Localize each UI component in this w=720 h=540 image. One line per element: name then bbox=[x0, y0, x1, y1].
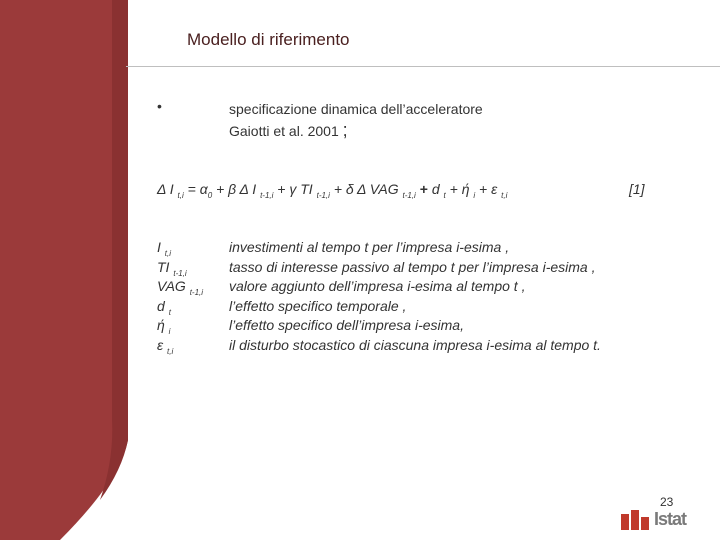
symbol-subscript: i bbox=[168, 327, 171, 337]
eq-subscript: t-1,i bbox=[402, 190, 416, 200]
model-equation bbox=[157, 181, 507, 200]
equation-number: [1] bbox=[629, 181, 645, 197]
eq-subscript: 0 bbox=[207, 190, 213, 200]
spec-citation: Gaiotti et al. 2001 bbox=[229, 123, 339, 139]
spec-semicolon: ; bbox=[342, 120, 348, 140]
symbol-text: VAG bbox=[157, 278, 190, 295]
eq-part: Δ I bbox=[157, 181, 178, 197]
eq-subscript: t bbox=[443, 190, 446, 200]
decorative-red-band bbox=[0, 0, 128, 540]
eq-part: + δ Δ VAG bbox=[329, 181, 403, 197]
eq-subscript: t,i bbox=[501, 190, 508, 200]
eq-part: = α bbox=[183, 181, 208, 197]
symbol-text: ε bbox=[157, 336, 168, 353]
symbol-subscript: t-1,i bbox=[189, 287, 204, 297]
symbol-text: ή bbox=[157, 317, 169, 334]
definition-description: il disturbo stocastico di ciascuna impresa i-esima al tempo t. bbox=[229, 336, 601, 353]
symbol-subscript: t-1,i bbox=[173, 268, 187, 278]
slide-title: Modello di riferimento bbox=[187, 30, 350, 49]
symbol-text: I bbox=[157, 239, 165, 255]
definition-description: l’effetto specifico dell’impresa i-esima, bbox=[229, 317, 464, 334]
definition-description: l’effetto specifico temporale , bbox=[229, 297, 407, 314]
eq-subscript: t,i bbox=[177, 190, 184, 200]
spec-line-2 bbox=[229, 120, 483, 142]
eq-plus: + bbox=[415, 181, 432, 197]
definition-description: tasso di interesse passivo al tempo t per l’impresa i-esima , bbox=[229, 258, 596, 275]
symbol-subscript: t,i bbox=[167, 346, 174, 356]
definition-symbol bbox=[157, 336, 173, 361]
symbol-text: TI bbox=[157, 258, 174, 275]
eq-part: + ή bbox=[445, 181, 474, 197]
symbol-text: d bbox=[157, 297, 169, 314]
eq-subscript: t-1,i bbox=[260, 190, 274, 200]
definition-description: valore aggiunto dell’impresa i-esima al tempo t , bbox=[229, 278, 526, 295]
eq-part: + β Δ I bbox=[212, 181, 261, 197]
istat-logo-text: Istat bbox=[654, 509, 687, 529]
bullet-marker: • bbox=[157, 98, 162, 114]
specification-text bbox=[229, 99, 483, 142]
symbol-subscript: t bbox=[168, 307, 171, 317]
istat-logo-icon bbox=[621, 508, 653, 530]
spec-line-1: specificazione dinamica dell’acceleratore bbox=[229, 101, 483, 117]
symbol-subscript: t,i bbox=[164, 248, 172, 258]
page-number: 23 bbox=[660, 495, 674, 509]
title-divider bbox=[126, 66, 720, 67]
eq-part: + γ TI bbox=[273, 181, 317, 197]
definition-description: investimenti al tempo t per l’impresa i-esima , bbox=[229, 239, 510, 255]
eq-part: + ε bbox=[475, 181, 502, 197]
band-shape bbox=[0, 0, 128, 540]
eq-part: d bbox=[431, 181, 444, 197]
eq-subscript: i bbox=[473, 190, 476, 200]
eq-subscript: t-1,i bbox=[316, 190, 330, 200]
